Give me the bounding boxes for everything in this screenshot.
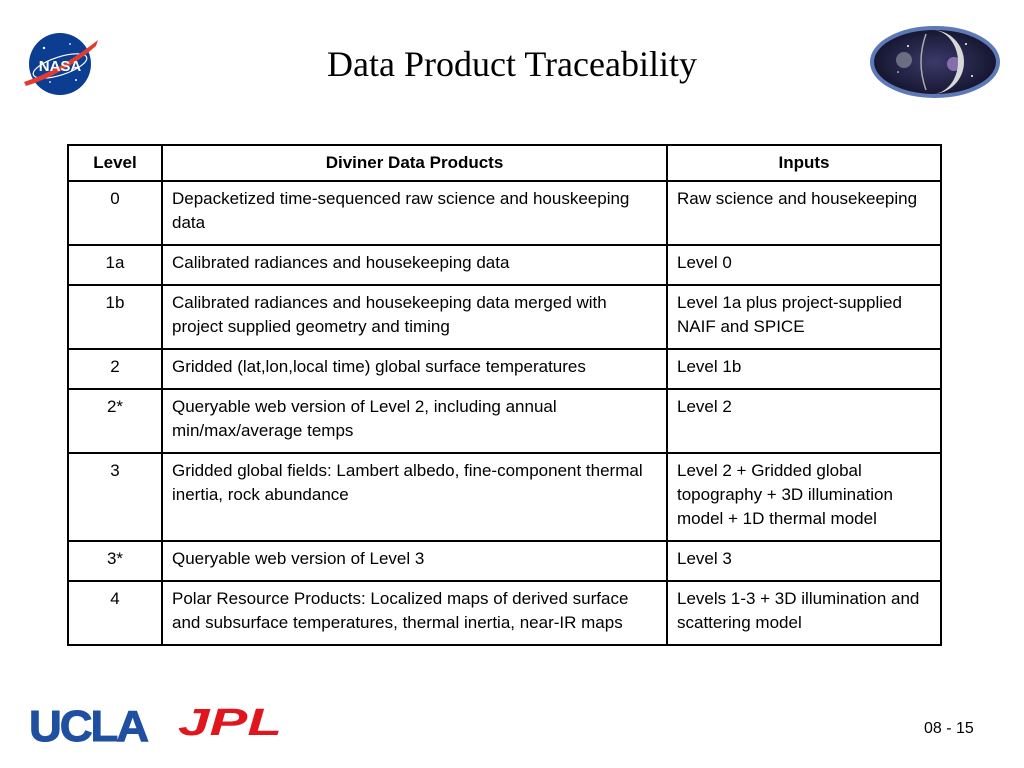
cell-product: Polar Resource Products: Localized maps of derived surface and subsurface temperatures, thermal inertia, near-IR maps [162,581,667,645]
nasa-logo-text: NASA [38,58,82,75]
ucla-logo-text: UCLA [29,702,149,746]
table-row [68,181,941,245]
header-level: Level [68,145,162,181]
cell-level: 4 [68,581,162,645]
cell-product: Gridded (lat,lon,local time) global surface temperatures [162,349,667,389]
cell-inputs: Level 2 + Gridded global topography + 3D illumination model + 1D thermal model [667,453,941,541]
jpl-logo [176,703,284,739]
cell-level: 1a [68,245,162,285]
cell-level: 3 [68,453,162,541]
table-row [68,285,941,349]
cell-inputs: Levels 1-3 + 3D illumination and scattering model [667,581,941,645]
mission-logo [868,24,1002,100]
table-row [68,245,941,285]
cell-inputs: Level 1a plus project-supplied NAIF and SPICE [667,285,941,349]
ucla-logo [26,700,150,746]
header-inputs: Inputs [667,145,941,181]
table-row [68,389,941,453]
cell-product: Calibrated radiances and housekeeping data [162,245,667,285]
cell-level: 3* [68,541,162,581]
cell-product: Depacketized time-sequenced raw science and houskeeping data [162,181,667,245]
cell-inputs: Level 3 [667,541,941,581]
page-title: Data Product Traceability [327,44,697,84]
header-diviner-data-products: Diviner Data Products [162,145,667,181]
cell-level: 1b [68,285,162,349]
table-header-row [68,145,941,181]
cell-level: 2 [68,349,162,389]
cell-inputs: Level 0 [667,245,941,285]
table-row [68,453,941,541]
table-row [68,349,941,389]
cell-inputs: Raw science and housekeeping [667,181,941,245]
cell-level: 2* [68,389,162,453]
table-row [68,581,941,645]
page-number: 08 - 15 [924,720,974,737]
jpl-logo-text: JPL [178,703,282,739]
data-products-table [67,144,942,646]
cell-product: Queryable web version of Level 3 [162,541,667,581]
table-row [68,541,941,581]
cell-inputs: Level 1b [667,349,941,389]
cell-product: Gridded global fields: Lambert albedo, fine-component thermal inertia, rock abundance [162,453,667,541]
cell-product: Queryable web version of Level 2, including annual min/max/average temps [162,389,667,453]
cell-level: 0 [68,181,162,245]
cell-product: Calibrated radiances and housekeeping data merged with project supplied geometry and timing [162,285,667,349]
cell-inputs: Level 2 [667,389,941,453]
